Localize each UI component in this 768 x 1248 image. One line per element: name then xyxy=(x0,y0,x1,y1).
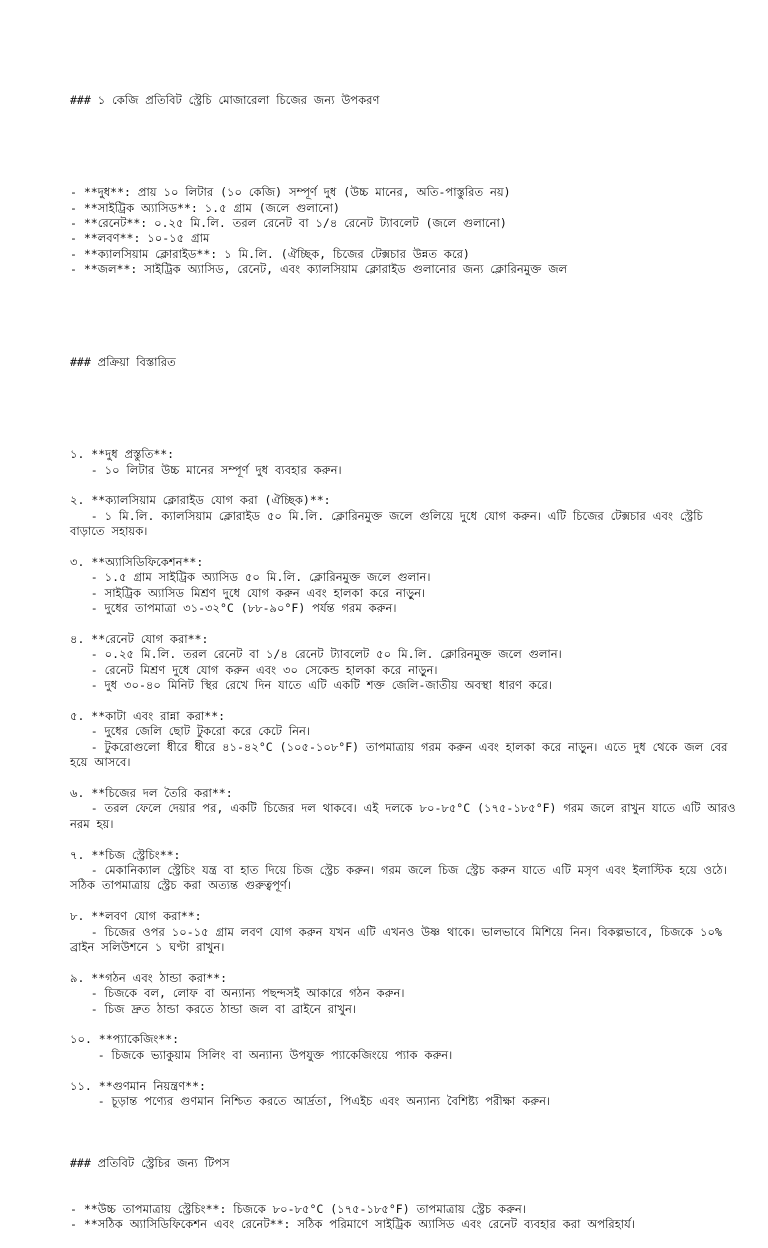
step-line: - চূড়ান্ত পণ্যের গুণমান নিশ্চিত করতে আর্দ্রতা, পিএইচ এবং অন্যান্য বৈশিষ্ট্য পরীক্ষা করুন। xyxy=(70,1094,551,1109)
tip-item: - **সঠিক অ্যাসিডিফিকেশন এবং রেনেট**: সঠিক পরিমাণে সাইট্রিক অ্যাসিড এবং রেনেট ব্যবহার করা অপরিহার্য। xyxy=(70,1217,635,1232)
step-block xyxy=(70,632,742,709)
step-line: - দুধ ৩০-৪০ মিনিট স্থির রেখে দিন যাতে এটি একটি শক্ত জেলি-জাতীয় অবস্থা ধারণ করে। xyxy=(70,678,552,693)
ingredient-item: - **লবণ**: ১০-১৫ গ্রাম xyxy=(70,231,210,246)
step-line: - চিজের ওপর ১০-১৫ গ্রাম লবণ যোগ করুন যখন এটি এখনও উষ্ণ থাকে। ভালভাবে মিশিয়ে নিন। বিকল্পভাবে, চিজকে ১০% ব্রাইন সলিউশনে ১ ঘণ্টা রাখুন। xyxy=(70,924,729,954)
step-heading: ৬. **চিজের দল তৈরি করা**: xyxy=(70,785,233,800)
ingredients-list xyxy=(70,185,742,277)
step-heading: ৮. **লবণ যোগ করা**: xyxy=(70,909,202,924)
step-block xyxy=(70,447,742,493)
step-heading: ১১. **গুণমান নিয়ন্ত্রণ**: xyxy=(70,1078,206,1093)
step-block xyxy=(70,848,742,910)
document-title: ### ১ কেজি প্রতিবিট স্ট্রেচি মোজারেলা চিজের জন্য উপকরণ xyxy=(70,92,380,107)
step-line: - ১০ লিটার উচ্চ মানের সম্পূর্ণ দুধ ব্যবহার করুন। xyxy=(70,462,342,477)
step-block xyxy=(70,786,742,848)
process-heading: ### প্রক্রিয়া বিস্তারিত xyxy=(70,354,176,369)
step-heading: ৫. **কাটা এবং রান্না করা**: xyxy=(70,708,226,723)
step-heading: ৪. **রেনেট যোগ করা**: xyxy=(70,631,209,646)
step-line: - তরল ফেলে দেয়ার পর, একটি চিজের দল থাকবে। এই দলকে ৮০-৮৫°C (১৭৫-১৮৫°F) গরম জলে রাখুন যাতে এটি আরও নরম হয়। xyxy=(70,801,743,831)
tips-list xyxy=(70,1202,742,1233)
step-heading: ১. **দুধ প্রস্তুতি**: xyxy=(70,447,175,462)
step-block xyxy=(70,1032,742,1078)
step-line: - সাইট্রিক অ্যাসিড মিশ্রণ দুধে যোগ করুন এবং হালকা করে নাড়ুন। xyxy=(70,585,426,600)
step-block xyxy=(70,555,742,632)
step-heading: ৩. **অ্যাসিডিফিকেশন**: xyxy=(70,554,204,569)
step-line: - ০.২৫ মি.লি. তরল রেনেট বা ১/৪ রেনেট ট্যাবলেট ৫০ মি.লি. ক্লোরিনমুক্ত জলে গুলান। xyxy=(70,647,562,662)
step-heading: ২. **ক্যালসিয়াম ক্লোরাইড যোগ করা (ঐচ্ছিক)**: xyxy=(70,493,331,508)
step-block xyxy=(70,971,742,1033)
step-line: - চিজকে ভ্যাকুয়াম সিলিং বা অন্যান্য উপযুক্ত প্যাকেজিংয়ে প্যাক করুন। xyxy=(70,1047,453,1062)
ingredient-item: - **জল**: সাইট্রিক অ্যাসিড, রেনেট, এবং ক্যালসিয়াম ক্লোরাইড গুলানোর জন্য ক্লোরিনমুক্ত জল xyxy=(70,262,568,277)
step-line: - দুধের জেলি ছোট টুকরো করে কেটে নিন। xyxy=(70,724,310,739)
step-line: - ১.৫ গ্রাম সাইট্রিক অ্যাসিড ৫০ মি.লি. ক্লোরিনমুক্ত জলে গুলান। xyxy=(70,570,431,585)
step-line: - রেনেট মিশ্রণ দুধে যোগ করুন এবং ৩০ সেকেন্ড হালকা করে নাড়ুন। xyxy=(70,662,438,677)
step-line: - টুকরোগুলো ধীরে ধীরে ৪১-৪২°C (১০৫-১০৮°F) তাপমাত্রায় গরম করুন এবং হালকা করে নাড়ুন। এতে দুধ থেকে জল বের হয়ে আসবে। xyxy=(70,739,735,770)
step-heading: ৭. **চিজ স্ট্রেচিং**: xyxy=(70,847,181,862)
step-line: - চিজকে বল, লোফ বা অন্যান্য পছন্দসই আকারে গঠন করুন। xyxy=(70,986,405,1001)
tip-item: - **উচ্চ তাপমাত্রায় স্ট্রেচিং**: চিজকে ৮০-৮৫°C (১৭৫-১৮৫°F) তাপমাত্রায় স্ট্রেচ করুন। xyxy=(70,1201,526,1216)
step-line: - ১ মি.লি. ক্যালসিয়াম ক্লোরাইড ৫০ মি.লি. ক্লোরিনমুক্ত জলে গুলিয়ে দুধে যোগ করুন। এটি চিজের টেক্সচার এবং স্ট্রেচি বাড়াতে সহায়ক। xyxy=(70,508,710,539)
ingredient-item: - **দুধ**: প্রায় ১০ লিটার (১০ কেজি) সম্পূর্ণ দুধ (উচ্চ মানের, অতি-পাস্তুরিত নয়) xyxy=(70,185,511,200)
step-line: - মেকানিক্যাল স্ট্রেচিং যন্ত্র বা হাত দিয়ে চিজ স্ট্রেচ করুন। গরম জলে চিজ স্ট্রেচ করুন যাতে এটি মসৃণ এবং ইলাস্টিক হয়ে ওঠে। সঠিক তাপমাত্রায় স্ট্রেচ করা অত্যন্ত গুরুত্বপূর্ণ। xyxy=(70,862,734,893)
step-block xyxy=(70,709,742,786)
document-body xyxy=(70,62,742,1248)
step-heading: ৯. **গঠন এবং ঠান্ডা করা**: xyxy=(70,970,228,985)
steps-list xyxy=(70,447,742,1125)
tips-heading: ### প্রতিবিট স্ট্রেচির জন্য টিপস xyxy=(70,1155,230,1170)
step-line: - দুধের তাপমাত্রা ৩১-৩২°C (৮৮-৯০°F) পর্যন্ত গরম করুন। xyxy=(70,601,397,616)
ingredient-item: - **রেনেট**: ০.২৫ মি.লি. তরল রেনেট বা ১/৪ রেনেট ট্যাবলেট (জলে গুলানো) xyxy=(70,216,507,231)
step-heading: ১০. **প্যাকেজিং**: xyxy=(70,1032,180,1047)
step-block xyxy=(70,909,742,971)
ingredient-item: - **ক্যালসিয়াম ক্লোরাইড**: ১ মি.লি. (ঐচ্ছিক, চিজের টেক্সচার উন্নত করে) xyxy=(70,246,470,261)
step-block xyxy=(70,1079,742,1125)
ingredient-item: - **সাইট্রিক অ্যাসিড**: ১.৫ গ্রাম (জলে গুলানো) xyxy=(70,200,340,215)
step-line: - চিজ দ্রুত ঠান্ডা করতে ঠান্ডা জল বা ব্রাইনে রাখুন। xyxy=(70,1001,356,1016)
step-block xyxy=(70,493,742,555)
